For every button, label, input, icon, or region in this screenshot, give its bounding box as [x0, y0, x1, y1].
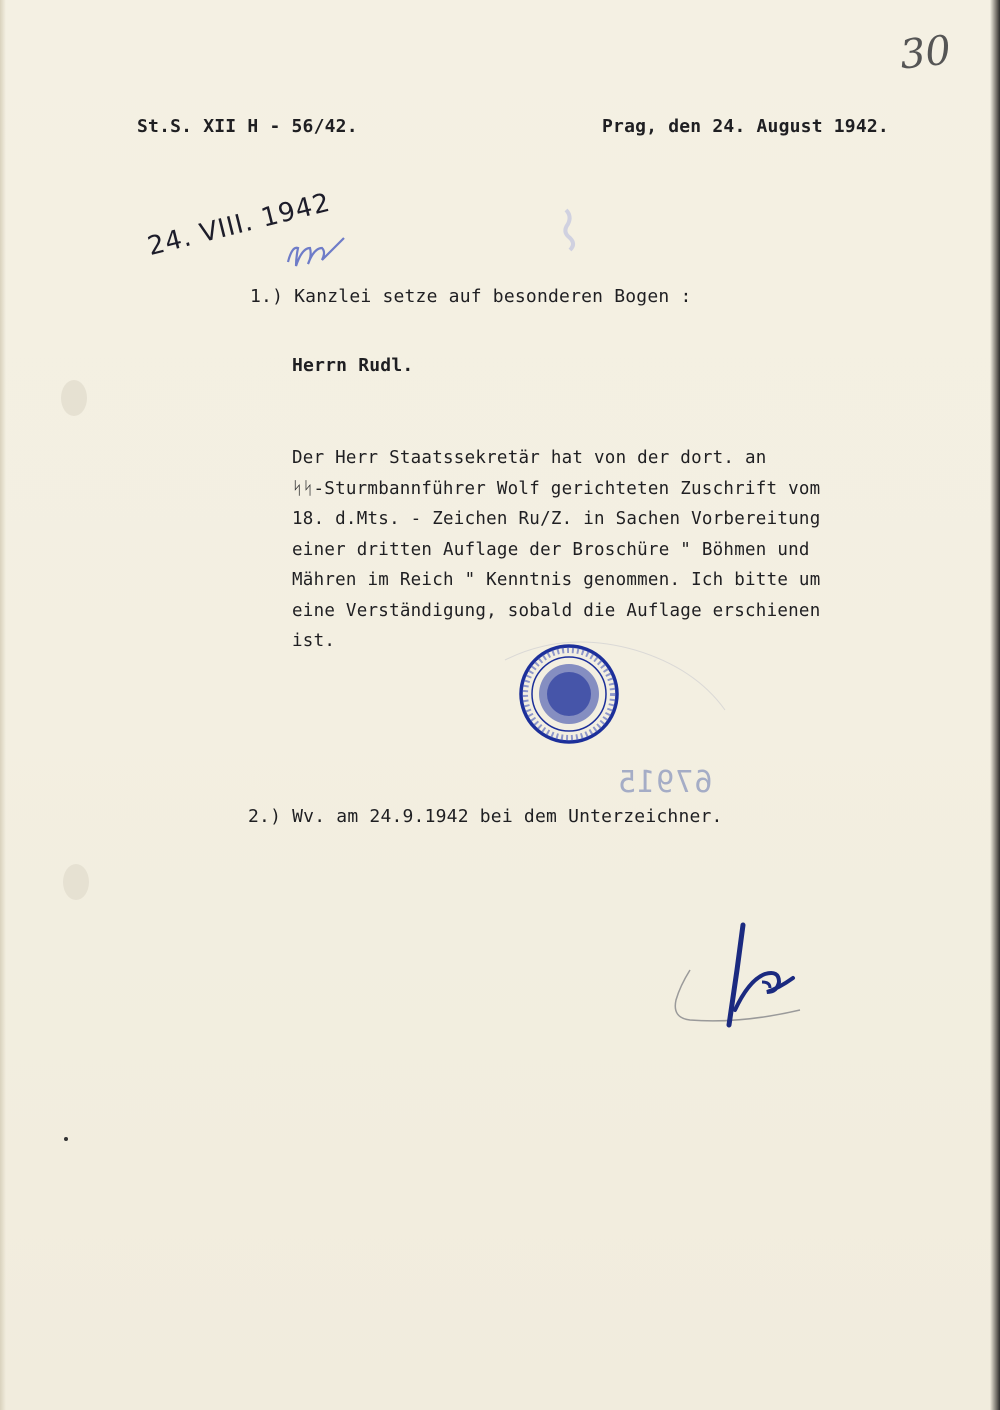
ink-smudge [565, 210, 573, 250]
ink-dot [64, 1137, 68, 1141]
signature [675, 925, 800, 1025]
instruction-item-1: 1.) Kanzlei setze auf besonderen Bogen : [250, 286, 692, 307]
body-line: ist. [292, 631, 336, 651]
body-line: 18. d.Mts. - Zeichen Ru/Z. in Sachen Vorbereitung [292, 509, 821, 529]
instruction-item-2: 2.) Wv. am 24.9.1942 bei dem Unterzeichner. [248, 806, 723, 827]
file-reference: St.S. XII H - 56/42. [137, 116, 358, 137]
body-line: Der Herr Staatssekretär hat von der dort. an [292, 448, 767, 468]
salutation: Herrn Rudl. [292, 355, 414, 376]
body-line: einer dritten Auflage der Broschüre " Böhmen und [292, 539, 810, 560]
body-line: Mähren im Reich " Kenntnis genommen. Ich bitte um [292, 570, 821, 590]
handwritten-received-date: 24. VIII. 1942 [144, 187, 334, 262]
round-seal-stamp [521, 646, 617, 742]
handwritten-initial [288, 238, 344, 266]
body-line: ᛋᛋ-Sturmbannführer Wolf gerichteten Zuschrift vom [292, 478, 821, 499]
punch-hole-top [61, 380, 87, 416]
punch-hole-bottom [63, 864, 89, 900]
stamp-number-mirrored: 67915 [617, 765, 713, 800]
body-line: eine Verständigung, sobald die Auflage erschienen [292, 600, 821, 621]
handwritten-page-number: 30 [897, 27, 954, 79]
place-and-date: Prag, den 24. August 1942. [602, 116, 889, 137]
